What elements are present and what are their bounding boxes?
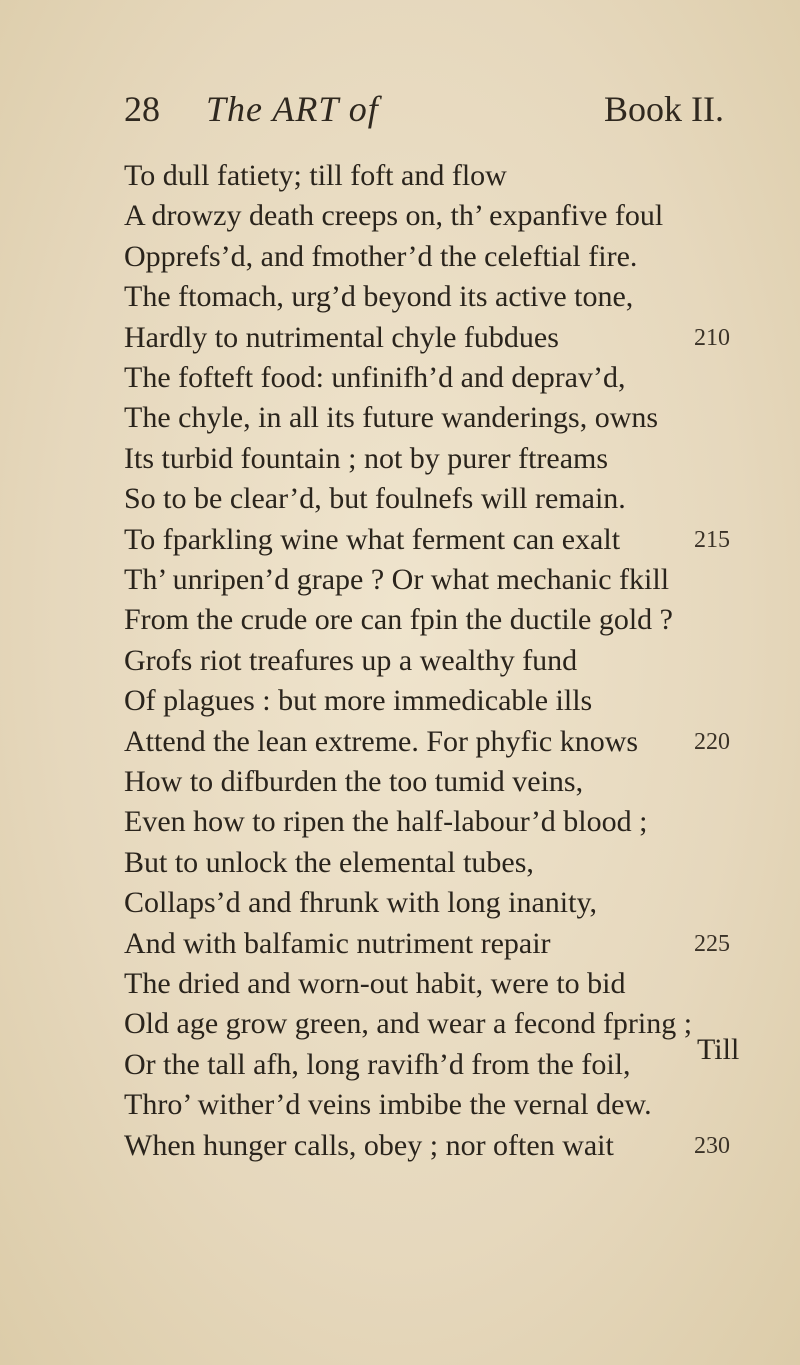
verse-line: Of plagues : but more immedicable ills xyxy=(124,684,593,718)
verse-line: Its turbid fountain ; not by purer ftreams xyxy=(124,441,609,475)
line-number: 210 xyxy=(694,324,730,351)
verse-line: Th’ unripen’d grape ? Or what mechanic fkill xyxy=(124,563,670,596)
verse-line: From the crude ore can fpin the ductile gold ? xyxy=(124,603,673,637)
verse-line: Collaps’d and fhrunk with long inanity, xyxy=(124,886,597,920)
running-title: The ART of xyxy=(206,89,379,129)
verse-line: Or the tall afh, long ravifh’d from the foil, xyxy=(124,1047,631,1081)
page-number: 28 xyxy=(124,89,160,129)
line-number: 220 xyxy=(694,728,730,755)
verse-line: Attend the lean extreme. For phyfic knows xyxy=(124,724,639,758)
verse-line: Hardly to nutrimental chyle fubdues xyxy=(124,320,559,354)
verse-line: The chyle, in all its future wanderings, owns xyxy=(124,401,659,435)
verse-line: So to be clear’d, but foulnefs will remain. xyxy=(124,482,626,516)
book-label: Book II. xyxy=(604,89,724,129)
verse-line: Grofs riot treafures up a wealthy fund xyxy=(124,643,578,677)
verse-line: To dull fatiety; till foft and flow xyxy=(124,159,507,192)
verse-line: The dried and worn-out habit, were to bid xyxy=(124,967,626,1000)
line-number: 230 xyxy=(694,1132,730,1159)
verse-line: Thro’ wither’d veins imbibe the vernal dew. xyxy=(124,1088,652,1122)
verse-line: Opprefs’d, and fmother’d the celeftial fire. xyxy=(124,239,638,273)
line-number: 215 xyxy=(694,526,730,553)
verse-line: The ftomach, urg’d beyond its active tone, xyxy=(124,280,634,314)
verse-line: But to unlock the elemental tubes, xyxy=(124,845,534,879)
running-head xyxy=(124,88,724,132)
catchword: Till xyxy=(697,1033,740,1066)
verse-line: How to difburden the too tumid veins, xyxy=(124,765,584,798)
verse-line: And with balfamic nutriment repair xyxy=(124,926,551,960)
verse-line: To fparkling wine what ferment can exalt xyxy=(124,522,621,556)
verse-line: When hunger calls, obey ; nor often wait xyxy=(124,1128,614,1162)
line-number: 225 xyxy=(694,930,730,957)
verse-line: Even how to ripen the half-labour’d blood ; xyxy=(124,805,648,839)
verse-line: Old age grow green, and wear a fecond fpring ; xyxy=(124,1007,693,1041)
verse-line: A drowzy death creeps on, th’ expanfive foul xyxy=(124,199,664,233)
verse-line: The fofteft food: unfinifh’d and deprav’d, xyxy=(124,361,626,394)
